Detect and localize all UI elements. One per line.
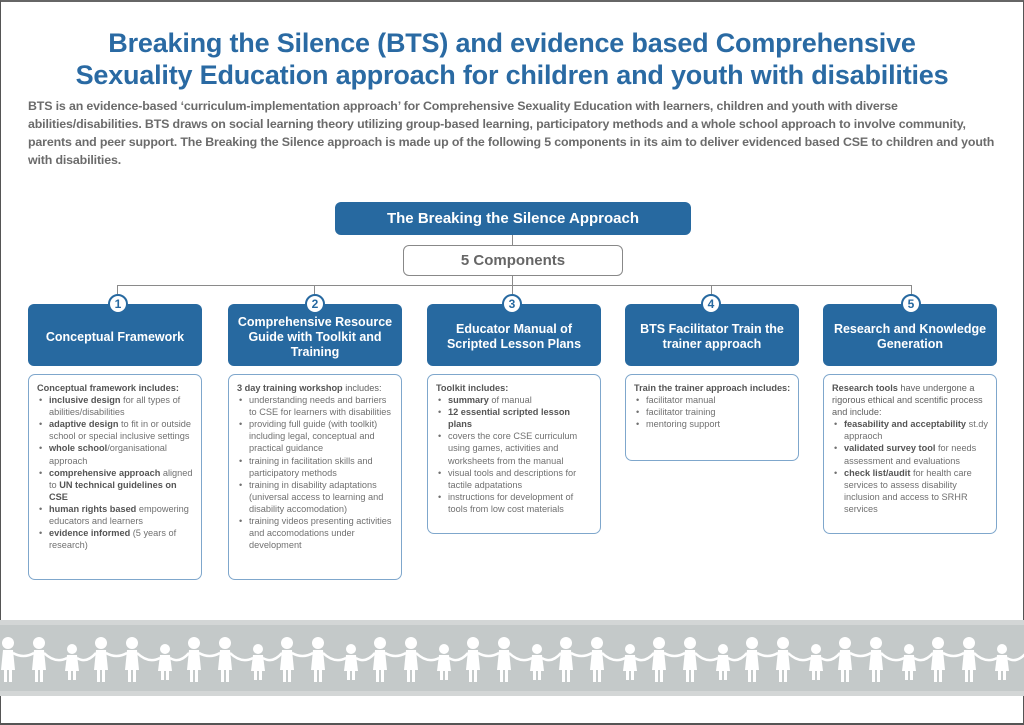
- child-figure-icon: [187, 637, 201, 682]
- list-item: [237, 418, 395, 454]
- details-intro: [832, 382, 990, 418]
- bold-text: human rights based: [49, 503, 137, 514]
- list-item: [436, 491, 594, 515]
- child-figure-icon: [995, 644, 1009, 680]
- child-figure-icon: [683, 637, 697, 682]
- child-figure-icon: [373, 637, 387, 682]
- list-item: [832, 467, 990, 515]
- holding-hands-arm: [170, 653, 189, 660]
- holding-hands-arm: [542, 653, 561, 660]
- child-figure-icon: [94, 637, 108, 682]
- component-details: [427, 374, 601, 534]
- bold-text: Train the trainer approach includes:: [634, 383, 791, 393]
- child-figure-icon: [125, 637, 139, 682]
- holding-hands-arm: [914, 653, 933, 660]
- holding-hands-arm: [881, 653, 904, 660]
- list-item: [237, 394, 395, 418]
- child-figure-icon: [623, 644, 637, 680]
- details-intro: [436, 382, 594, 394]
- holding-hands-arm: [478, 653, 499, 656]
- holding-hands-arm: [571, 653, 592, 656]
- intro-paragraph: BTS is an evidence-based ‘curriculum-implementation approach’ for Comprehensive Sexuality Education with learners, children and youth with diverse abilities/disabilities. BTS draws on social learning theory utilizing group-based learning, participatory methods and a whole school approach to involve community, parents and peer support. The Breaking the Silence approach is made up of the following 5 components in its aim to deliver evidenced based CSE to children and youth with disabilities.: [28, 99, 995, 167]
- text: to fit in or outside school or special inclusive settings: [49, 419, 191, 442]
- bold-text: UN technical guidelines on CSE: [49, 479, 177, 502]
- details-intro: [37, 382, 195, 394]
- component-heading: Research and Knowledge Generation: [823, 304, 997, 366]
- child-figure-icon: [65, 644, 79, 680]
- details-intro: [634, 382, 792, 394]
- bold-text: Toolkit includes:: [436, 383, 509, 393]
- child-figure-icon: [251, 644, 265, 680]
- holding-hands-arm: [509, 653, 532, 660]
- child-figure-icon: [931, 637, 945, 682]
- child-figure-icon: [497, 637, 511, 682]
- connector-horizontal: [118, 285, 912, 286]
- holding-hands-arm: [292, 653, 313, 656]
- child-figure-icon: [530, 644, 544, 680]
- page-title: [20, 27, 1004, 91]
- list-item: [634, 406, 792, 418]
- child-figure-icon: [311, 637, 325, 682]
- list-item: [37, 467, 195, 503]
- holding-hands-arm: [943, 653, 964, 656]
- holding-hands-arm: [757, 653, 778, 656]
- component-heading: Conceptual Framework: [28, 304, 202, 366]
- text: aligned to: [49, 467, 193, 490]
- child-figure-icon: [716, 644, 730, 680]
- component-details: [228, 374, 402, 580]
- approach-box: The Breaking the Silence Approach: [335, 202, 691, 235]
- child-figure-icon: [776, 637, 790, 682]
- child-figure-icon: [838, 637, 852, 682]
- child-figure-icon: [158, 644, 172, 680]
- holding-hands-arm: [728, 653, 747, 660]
- list-item: [832, 442, 990, 466]
- text: facilitator training: [646, 407, 716, 418]
- holding-hands-arm: [821, 653, 840, 660]
- bold-text: 3 day training workshop: [237, 383, 343, 393]
- component-number-badge: 2: [305, 294, 325, 314]
- bold-text: feasability and acceptability: [844, 419, 967, 430]
- child-figure-icon: [869, 637, 883, 682]
- child-figure-icon: [902, 644, 916, 680]
- connector-root: [512, 235, 513, 245]
- component-number-badge: 5: [901, 294, 921, 314]
- child-figure-icon: [218, 637, 232, 682]
- text: covers the core CSE curriculum using games, activities and worksheets from the manual: [448, 431, 578, 466]
- text: instructions for development of tools from low cost materials: [448, 491, 574, 514]
- list-item: [436, 430, 594, 466]
- component-number-badge: 3: [502, 294, 522, 314]
- holding-hands-arm: [385, 653, 406, 656]
- text: have undergone a rigorous ethical and scentific process and include:: [832, 383, 983, 418]
- bold-text: summary: [448, 395, 489, 406]
- holding-hands-arm: [850, 653, 871, 656]
- holding-hands-arm: [230, 653, 253, 660]
- list-item: [436, 467, 594, 491]
- holding-hands-arm: [13, 653, 34, 656]
- child-figure-icon: [590, 637, 604, 682]
- details-list: [832, 418, 990, 515]
- list-item: [237, 515, 395, 551]
- holding-hands-arm: [137, 653, 160, 660]
- text: /organisational approach: [49, 443, 167, 466]
- children-figures-illustration: [0, 625, 1024, 691]
- components-box: 5 Components: [403, 245, 623, 276]
- component-number-badge: 1: [108, 294, 128, 314]
- component-heading: Comprehensive Resource Guide with Toolkit and Training: [228, 304, 402, 366]
- list-item: [37, 527, 195, 551]
- holding-hands-arm: [106, 653, 127, 656]
- bold-text: validated survey tool: [844, 443, 936, 454]
- holding-hands-arm: [77, 653, 96, 660]
- component-heading: BTS Facilitator Train the trainer approach: [625, 304, 799, 366]
- text: includes:: [342, 383, 382, 393]
- holding-hands-arm: [44, 653, 67, 660]
- details-intro: [237, 382, 395, 394]
- holding-hands-arm: [602, 653, 625, 660]
- list-item: [634, 394, 792, 406]
- text: understanding needs and barriers to CSE for learners with disabilities: [249, 395, 391, 418]
- holding-hands-arm: [356, 653, 375, 660]
- component-details: [823, 374, 997, 534]
- holding-hands-arm: [635, 653, 654, 660]
- list-item: [436, 394, 594, 406]
- holding-hands-arm: [1007, 653, 1024, 660]
- child-figure-icon: [32, 637, 46, 682]
- title-line-1: Breaking the Silence (BTS) and evidence based Comprehensive: [108, 28, 916, 58]
- child-figure-icon: [745, 637, 759, 682]
- list-item: [436, 406, 594, 430]
- child-figure-icon: [437, 644, 451, 680]
- list-item: [37, 503, 195, 527]
- holding-hands-arm: [263, 653, 282, 660]
- text: for health care services to assess disability inclusion and access to SRHR services: [844, 467, 972, 514]
- child-figure-icon: [962, 637, 976, 682]
- holding-hands-arm: [323, 653, 346, 660]
- text: training videos presenting activities and accomodations under development: [249, 516, 392, 551]
- holding-hands-arm: [449, 653, 468, 660]
- child-figure-icon: [809, 644, 823, 680]
- list-item: [237, 455, 395, 479]
- list-item: [37, 442, 195, 466]
- details-list: [436, 394, 594, 515]
- bold-text: whole school: [49, 443, 108, 454]
- holding-hands-arm: [199, 653, 220, 656]
- title-line-2: Sexuality Education approach for children and youth with disabilities: [75, 60, 949, 90]
- child-figure-icon: [559, 637, 573, 682]
- text: visual tools and descriptions for tactile adpatations: [448, 467, 577, 490]
- holding-hands-arm: [416, 653, 439, 660]
- text: (5 years of research): [49, 528, 177, 551]
- text: training in facilitation skills and participatory methods: [249, 455, 373, 478]
- text: for all types of abilities/disabilities: [49, 395, 181, 418]
- component-details: [28, 374, 202, 580]
- list-item: [237, 479, 395, 515]
- text: mentoring support: [646, 419, 721, 430]
- text: facilitator manual: [646, 395, 716, 406]
- holding-hands-arm: [974, 653, 997, 660]
- bold-text: Research tools: [832, 383, 898, 393]
- child-figure-icon: [652, 637, 666, 682]
- details-list: [37, 394, 195, 551]
- text: of manual: [488, 395, 532, 406]
- bold-text: comprehensive approach: [49, 467, 161, 478]
- text: for needs assessment and evaluations: [844, 443, 977, 466]
- component-number-badge: 4: [701, 294, 721, 314]
- holding-hands-arm: [788, 653, 811, 660]
- list-item: [634, 418, 792, 430]
- list-item: [37, 418, 195, 442]
- bold-text: 12 essential scripted lesson plans: [448, 407, 571, 430]
- bold-text: evidence informed: [49, 528, 131, 539]
- text: training in disability adaptations (universal access to learning and disability accomodation): [249, 479, 384, 514]
- bold-text: inclusive design: [49, 395, 121, 406]
- bold-text: adaptive design: [49, 419, 119, 430]
- text: empowering educators and learners: [49, 503, 189, 527]
- child-figure-icon: [344, 644, 358, 680]
- details-list: [634, 394, 792, 430]
- details-list: [237, 394, 395, 551]
- list-item: [832, 418, 990, 442]
- child-figure-icon: [466, 637, 480, 682]
- child-figure-icon: [1, 637, 15, 682]
- text: providing full guide (with toolkit) including legal, conceptual and practical guidance: [249, 419, 378, 454]
- bold-text: check list/audit: [844, 467, 911, 478]
- component-details: [625, 374, 799, 461]
- holding-hands-arm: [695, 653, 718, 660]
- children-holding-hands-banner: [0, 620, 1024, 696]
- child-figure-icon: [404, 637, 418, 682]
- bold-text: Conceptual framework includes:: [37, 383, 179, 393]
- component-heading: Educator Manual of Scripted Lesson Plans: [427, 304, 601, 366]
- list-item: [37, 394, 195, 418]
- holding-hands-arm: [664, 653, 685, 656]
- child-figure-icon: [280, 637, 294, 682]
- text: st.dy appraoch: [844, 419, 989, 442]
